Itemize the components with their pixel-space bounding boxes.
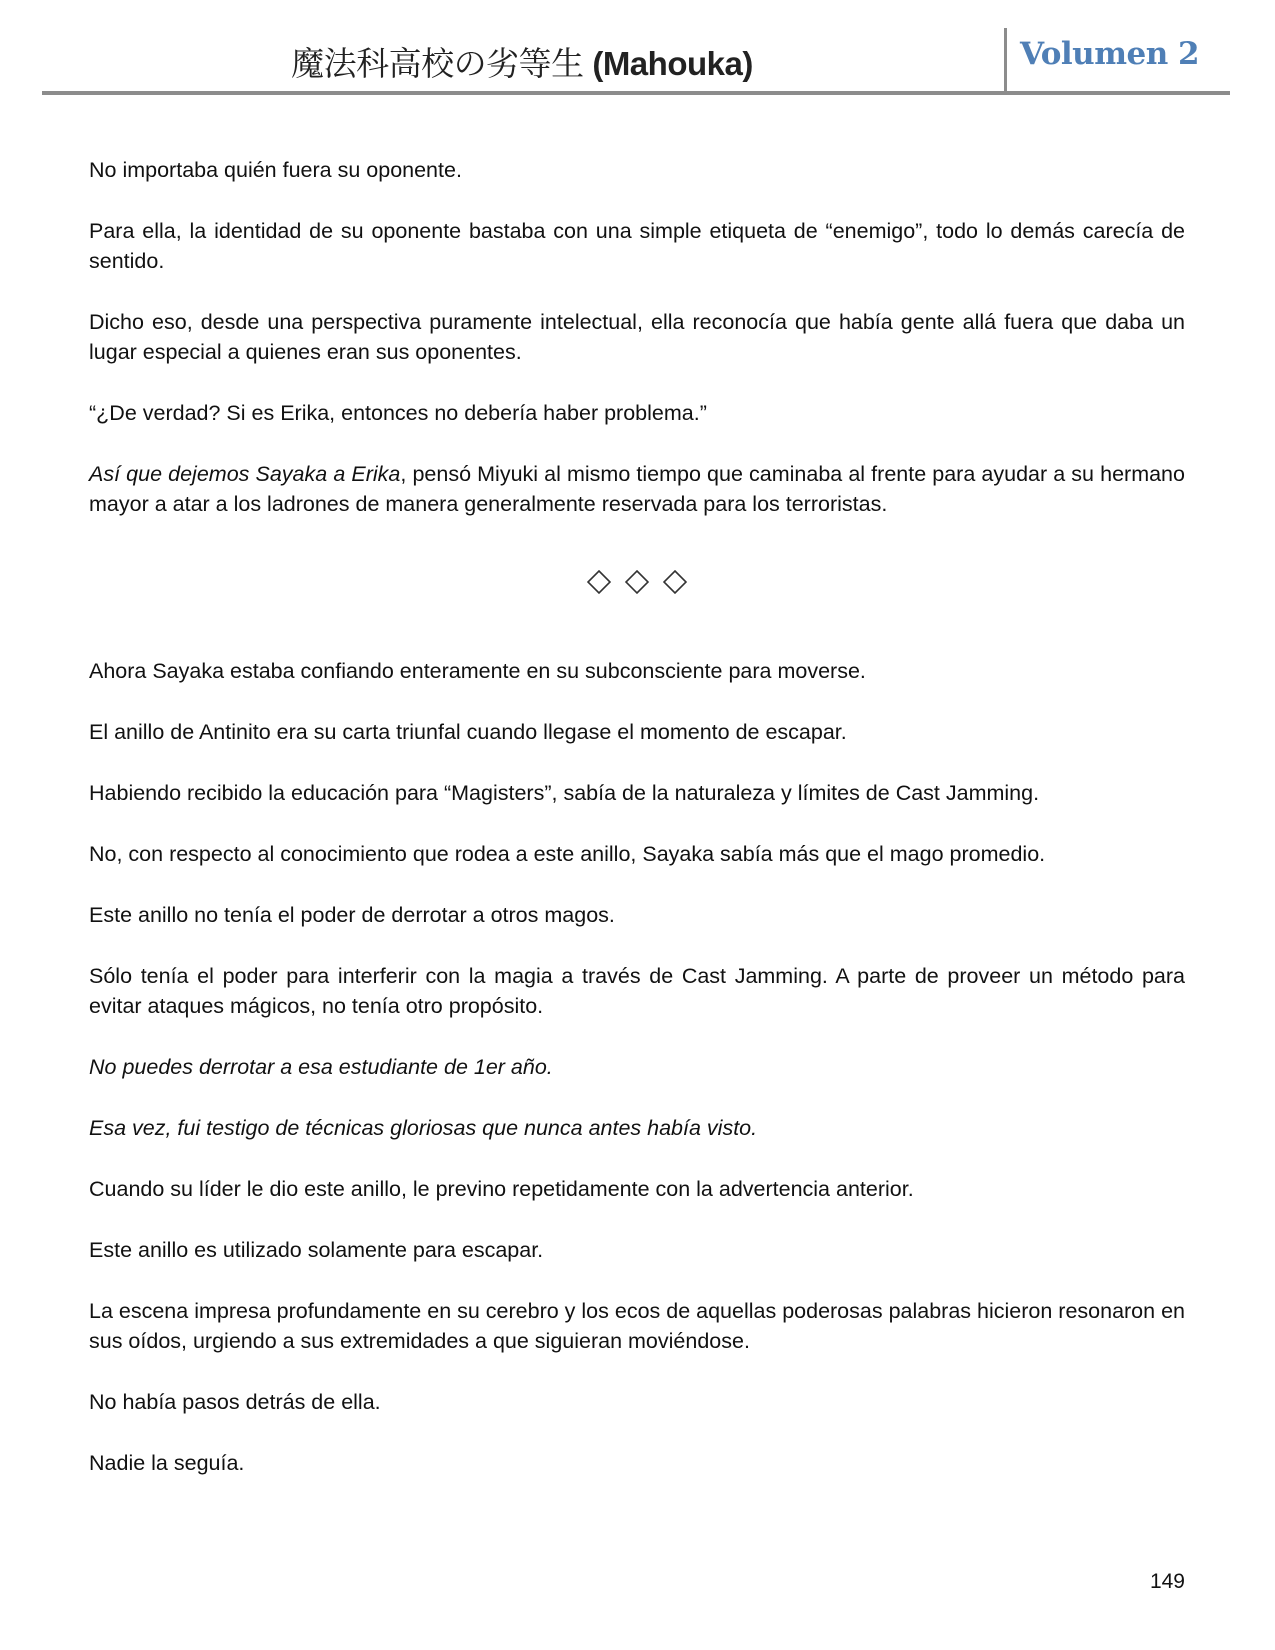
paragraph: “¿De verdad? Si es Erika, entonces no debería haber problema.” xyxy=(89,401,707,425)
paragraph: La escena impresa profundamente en su cerebro y los ecos de aquellas poderosas palabras hicieron resonaron en sus oídos, urgiendo a sus extremidades a que siguieran moviéndose. xyxy=(89,1299,1185,1353)
section-1 xyxy=(89,155,1185,519)
paragraph: No, con respecto al conocimiento que rodea a este anillo, Sayaka sabía más que el mago promedio. xyxy=(89,842,1046,866)
paragraph: No importaba quién fuera su oponente. xyxy=(89,158,462,182)
section-2 xyxy=(89,656,1185,1478)
scene-break xyxy=(89,550,1185,600)
header-horizontal-rule xyxy=(42,91,1230,95)
volume-label: Volumen 2 xyxy=(1020,36,1200,72)
paragraph: Dicho eso, desde una perspectiva puramente intelectual, ella reconocía que había gente allá fuera que daba un lugar especial a quienes eran sus oponentes. xyxy=(89,310,1185,364)
paragraph: Habiendo recibido la educación para “Magisters”, sabía de la naturaleza y límites de Cast Jamming. xyxy=(89,781,1040,805)
paragraph xyxy=(89,459,1185,519)
page-header xyxy=(42,28,1230,94)
paragraph: Cuando su líder le dio este anillo, le previno repetidamente con la advertencia anterior. xyxy=(89,1177,914,1201)
header-vertical-divider xyxy=(1004,28,1007,94)
page-number: 149 xyxy=(1149,1570,1185,1593)
diamond-outline-icon xyxy=(663,570,687,594)
paragraph: No había pasos detrás de ella. xyxy=(89,1390,381,1414)
paragraph-text: , pensó Miyuki al mismo tiempo que caminaba al frente para ayudar a su hermano mayor a atar a los ladrones de manera generalmente reservada para los terroristas. xyxy=(89,462,1185,516)
paragraph: Para ella, la identidad de su oponente bastaba con una simple etiqueta de “enemigo”, todo lo demás carecía de sentido. xyxy=(89,219,1185,273)
italic-thought: Así que dejemos Sayaka a Erika xyxy=(89,462,401,486)
italic-paragraph: No puedes derrotar a esa estudiante de 1er año. xyxy=(89,1055,553,1079)
paragraph: Ahora Sayaka estaba confiando enteramente en su subconsciente para moverse. xyxy=(89,659,866,683)
paragraph: Este anillo no tenía el poder de derrotar a otros magos. xyxy=(89,903,615,927)
book-title-latin: (Mahouka) xyxy=(592,45,753,82)
diamond-outline-icon xyxy=(587,570,611,594)
paragraph: Este anillo es utilizado solamente para escapar. xyxy=(89,1238,544,1262)
italic-paragraph: Esa vez, fui testigo de técnicas gloriosas que nunca antes había visto. xyxy=(89,1116,758,1140)
book-title xyxy=(42,38,1002,85)
book-title-japanese: 魔法科高校の劣等生 xyxy=(291,45,584,82)
paragraph: Sólo tenía el poder para interferir con la magia a través de Cast Jamming. A parte de proveer un método para evitar ataques mágicos, no tenía otro propósito. xyxy=(89,964,1185,1018)
paragraph: Nadie la seguía. xyxy=(89,1451,245,1475)
page-body xyxy=(89,155,1185,1509)
paragraph: El anillo de Antinito era su carta triunfal cuando llegase el momento de escapar. xyxy=(89,720,847,744)
diamond-outline-icon xyxy=(625,570,649,594)
